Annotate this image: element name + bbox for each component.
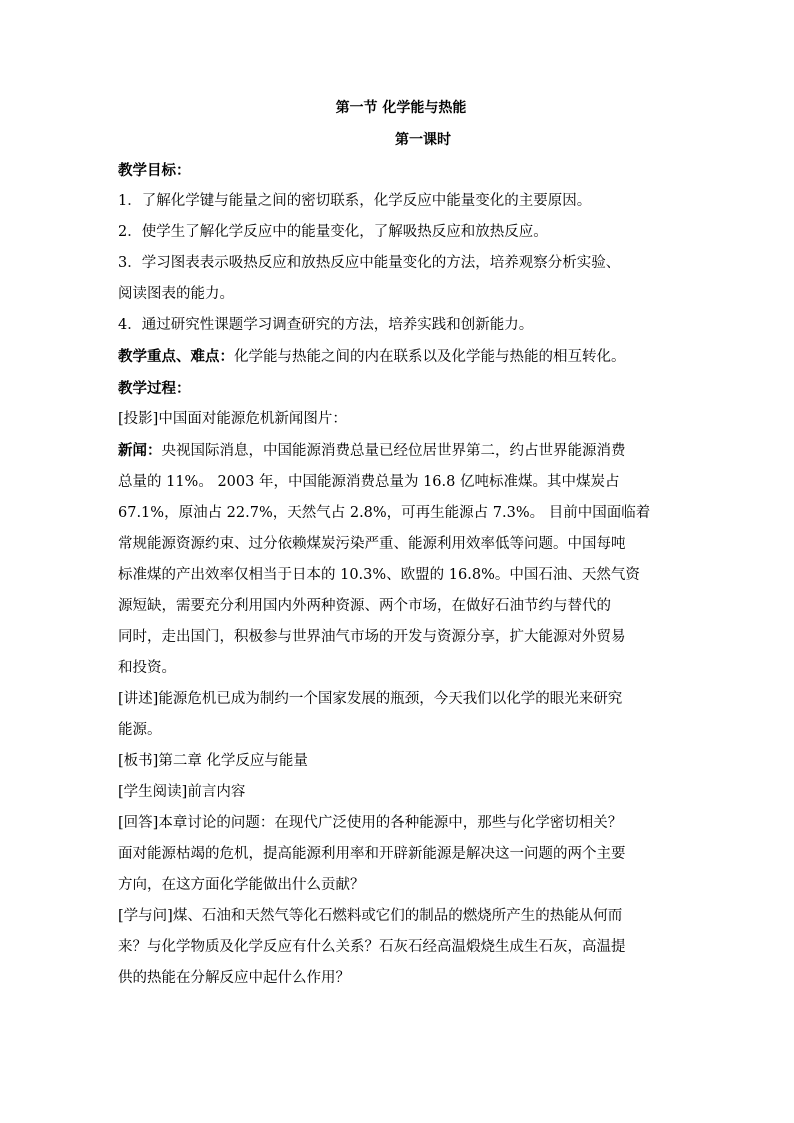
objectives-heading: 教学目标：	[118, 162, 191, 179]
objective-item: 2．使学生了解化学反应中的能量变化，了解吸热反应和放热反应。	[118, 224, 548, 240]
objective-item: 4．通过研究性课题学习调查研究的方法，培养实践和创新能力。	[118, 317, 534, 333]
news-line: 同时，走出国门，积极参与世界油气市场的开发与资源分享，扩大能源对外贸易	[118, 629, 626, 645]
lecture-line: 能源。	[118, 722, 162, 738]
news-line: 源短缺，需要充分利用国内外两种资源、两个市场，在做好石油节约与替代的	[118, 598, 611, 614]
news-paragraph-first-line	[118, 435, 678, 467]
key-points-text: 化学能与热能之间的内在联系以及化学能与热能的相互转化。	[234, 349, 626, 365]
question-line: 供的热能在分解反应中起什么作用？	[118, 970, 350, 986]
lecture-line: [讲述]能源危机已成为制约一个国家发展的瓶颈，今天我们以化学的眼光来研究	[118, 691, 623, 707]
objective-item: 3．学习图表表示吸热反应和放热反应中能量变化的方法，培养观察分析实验、	[118, 255, 621, 271]
news-label: 新闻：	[118, 442, 162, 459]
projection-note: [投影]中国面对能源危机新闻图片：	[118, 411, 347, 427]
objective-item: 1．了解化学键与能量之间的密切联系，化学反应中能量变化的主要原因。	[118, 193, 592, 209]
lesson-subtitle: 第一课时	[395, 132, 451, 148]
objective-item-continued: 阅读图表的能力。	[118, 286, 234, 302]
question-line: [学与问]煤、石油和天然气等化石燃料或它们的制品的燃烧所产生的热能从何而	[118, 908, 623, 924]
key-points-label: 教学重点、难点：	[118, 348, 234, 365]
news-line: 常规能源资源约束、过分依赖煤炭污染严重、能源利用效率低等问题。中国每吨	[118, 536, 626, 552]
key-points-paragraph	[118, 341, 678, 373]
document-page	[118, 98, 678, 994]
answer-line: 面对能源枯竭的危机，提高能源利用率和开辟新能源是解决这一问题的两个主要	[118, 846, 626, 862]
section-title: 第一节 化学能与热能	[335, 100, 467, 116]
news-line: 67.1%，原油占 22.7%，天然气占 2.8%，可再生能源占 7.3%。 目前中国面临着	[118, 505, 651, 521]
answer-line: [回答]本章讨论的问题：在现代广泛使用的各种能源中，那些与化学密切相关？	[118, 815, 623, 831]
student-reading-note: [学生阅读]前言内容	[118, 784, 246, 800]
question-line: 来？与化学物质及化学反应有什么关系？石灰石经高温煅烧生成生石灰，高温提	[118, 939, 626, 955]
news-line: 标准煤的产出效率仅相当于日本的 10.3%、欧盟的 16.8%。中国石油、天然气资	[118, 567, 640, 583]
news-line: 和投资。	[118, 660, 176, 676]
blackboard-note: [板书]第二章 化学反应与能量	[118, 753, 308, 769]
answer-line: 方向，在这方面化学能做出什么贡献？	[118, 877, 365, 893]
news-text: 央视国际消息，中国能源消费总量已经位居世界第二，约占世界能源消费	[161, 443, 626, 459]
news-line: 总量的 11%。 2003 年，中国能源消费总量为 16.8 亿吨标准煤。其中煤炭占	[118, 474, 620, 490]
process-heading: 教学过程：	[118, 380, 191, 397]
